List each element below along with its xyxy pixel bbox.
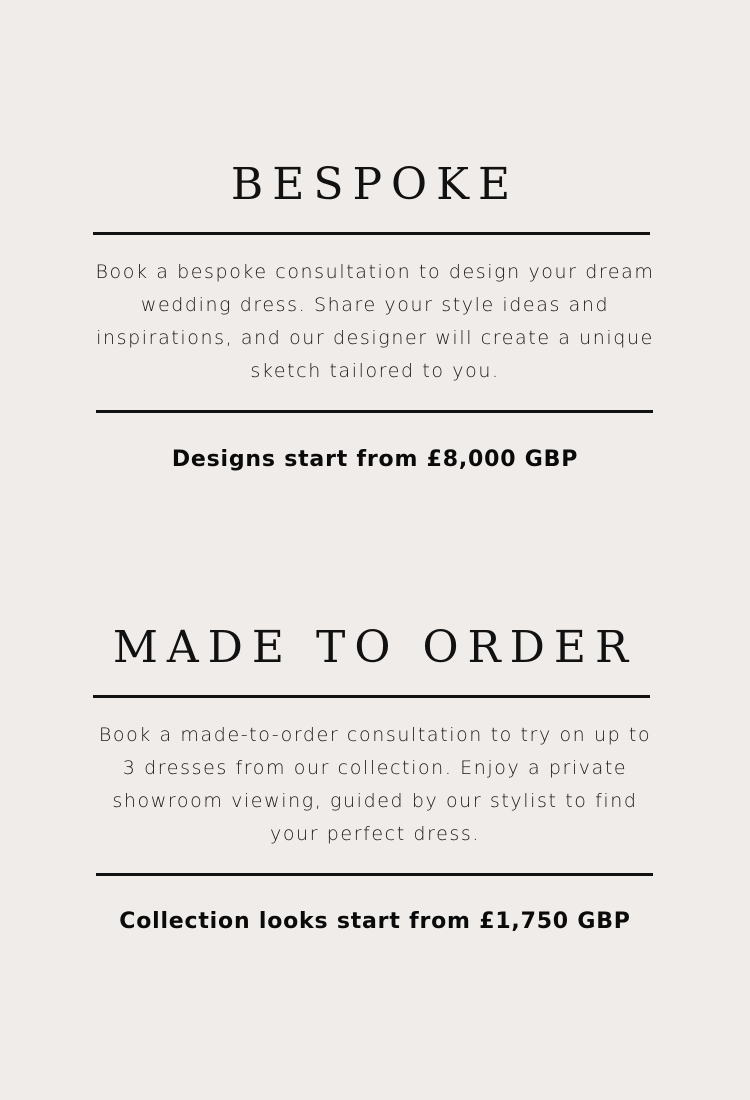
made-to-order-description: Book a made-to-order consultation to try on up to 3 dresses from our collection. Enjoy a private showroom viewing, guided by our stylist to find your perfect dress. xyxy=(98,724,652,845)
made-to-order-bottom-divider xyxy=(96,873,653,876)
made-to-order-price: Collection looks start from £1,750 GBP xyxy=(119,909,631,934)
made-to-order-top-divider xyxy=(93,695,650,698)
made-to-order-title: MADE TO ORDER xyxy=(112,622,638,673)
bespoke-description: Book a bespoke consultation to design your dream wedding dress. Share your style ideas and inspirations, and our designer will create a unique sketch tailored to you. xyxy=(95,261,655,382)
bespoke-bottom-divider xyxy=(96,410,653,413)
bespoke-title: BESPOKE xyxy=(230,159,520,210)
bespoke-top-divider xyxy=(93,232,650,235)
bespoke-price: Designs start from £8,000 GBP xyxy=(171,447,579,472)
